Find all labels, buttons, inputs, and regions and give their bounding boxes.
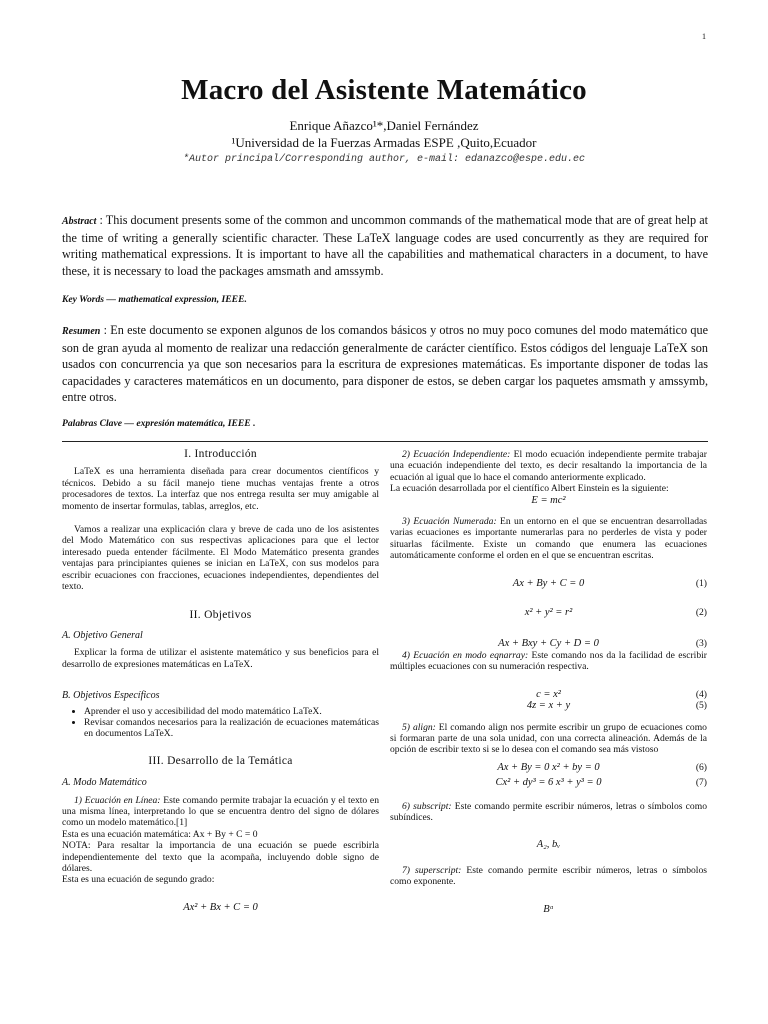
list-item: • Aprender el uso y accesibilidad del modo matemático LaTeX. bbox=[84, 706, 379, 717]
item-title: 7) superscript: bbox=[402, 864, 462, 876]
resumen bbox=[62, 322, 708, 405]
authors: Enrique Añazco¹*,Daniel Fernández bbox=[289, 118, 479, 133]
equation-text: Ax + By = 0 x² + by = 0 bbox=[497, 761, 600, 773]
equation-number: (4) bbox=[695, 688, 707, 700]
equation-text: c = x² bbox=[536, 688, 561, 700]
resumen-label: Resumen bbox=[62, 326, 101, 337]
objetivo-general-text: Explicar la forma de utilizar el asistente matemático y sus beneficios para el desarrollo de expresiones matemáticas en LaTeX. bbox=[62, 647, 379, 670]
equation-einstein: E = mc² bbox=[531, 494, 566, 506]
equation-1 bbox=[390, 578, 707, 589]
equation-6 bbox=[390, 762, 707, 773]
list-item: • Revisar comandos necesarios para la realización de ecuaciones matemáticas en documentos LaTeX. bbox=[84, 717, 379, 740]
equation-3 bbox=[390, 638, 707, 649]
item-title: 2) Ecuación Independiente: bbox=[402, 449, 511, 460]
intro-paragraph-1: LaTeX es una herramienta diseñada para crear documentos científicos y técnicos. Debido a su fácil manejo tiene muchas ventajas frente a otros procesadores de textos. La interfaz que nos entrega resulta ser muy amigable al momento de insertar formulas, tablas, arreglos, etc. bbox=[62, 466, 379, 512]
item-title: 4) Ecuación en modo eqnarray: bbox=[402, 649, 529, 661]
item-eqnarray bbox=[390, 650, 707, 673]
subsection-objetivos-especificos: B. Objetivos Específicos bbox=[62, 690, 160, 702]
item-ecuacion-numerada bbox=[390, 516, 707, 562]
equation-superscript: Bᵅ bbox=[543, 903, 554, 915]
equation-number: (7) bbox=[695, 777, 707, 789]
objetivos-list bbox=[62, 706, 379, 740]
equation-text: Cx² + dy³ = 6 x³ + y³ = 0 bbox=[495, 777, 602, 789]
equation-subscript: A₂, bᵥ bbox=[536, 839, 561, 851]
inline-equation-line: Esta es una ecuación matemática: Ax + By + C = 0 bbox=[62, 828, 258, 840]
section-divider bbox=[62, 441, 708, 442]
item-title: 6) subscript: bbox=[402, 800, 452, 812]
einstein-line: La ecuación desarrollada por el científico Albert Einstein es la siguiente: bbox=[390, 483, 669, 495]
note-line: NOTA: Para resaltar la importancia de una ecuación se puede escribirla independientemente del texto que la acompaña, incluyendo doble signo de dólares. bbox=[62, 840, 379, 874]
keywords: Key Words — mathematical expression, IEEE. bbox=[62, 294, 247, 305]
equation-7 bbox=[390, 777, 707, 788]
subsection-modo-matematico: A. Modo Matemático bbox=[62, 777, 147, 789]
equation-4 bbox=[390, 689, 707, 700]
section-desarrollo: III. Desarrollo de la Temática bbox=[148, 754, 293, 767]
section-introduccion: I. Introducción bbox=[184, 448, 257, 460]
abstract-text: : This document presents some of the common and uncommon commands of the mathematical mode that are of great help at the time of writing a generally scientific character. These LaTeX language codes are used concurrently as they are required for writing mathematical expressions. It is important to have all the capabilities and mathematical characters in a document, to have these, it is necessary to load the packages amsmath and amssymb. bbox=[62, 213, 708, 278]
equation-number: (1) bbox=[695, 577, 707, 589]
item-ecuacion-linea bbox=[62, 795, 379, 829]
equation-text: Ax + By + C = 0 bbox=[512, 577, 585, 589]
item-text: El comando align nos permite escribir un grupo de ecuaciones como si formaran parte de una sola unidad, con una correcta alineación. Además de la opción de escribir texto si se lo desea con el comando sea más vistoso bbox=[390, 721, 707, 756]
equation-2 bbox=[390, 607, 707, 618]
left-column bbox=[62, 445, 379, 913]
item-title: 1) Ecuación en Línea: bbox=[74, 794, 161, 806]
abstract-label: Abstract bbox=[62, 216, 97, 227]
resumen-text: : En este documento se exponen algunos de los comandos básicos y otros no muy poco comunes del modo matemático que son de gran ayuda al momento de realizar una redacción generalmente de carácter científico. Estos códigos del lenguaje LaTeX son usados con concurrencia ya que son necesarios para la escritura de expresiones matemáticas. Es importante disponer de todas las capacidades y caracteres matemáticos en un documento, para disponer de estos, se deben cargar los paquetes amsmath y amssymb, entre otros. bbox=[62, 323, 708, 404]
equation-text: 4z = x + y bbox=[526, 700, 571, 712]
item-text: Este comando nos da la facilidad de escribir múltiples ecuaciones con su numeración respectiva. bbox=[390, 649, 707, 673]
intro-paragraph-2: Vamos a realizar una explicación clara y breve de cada uno de los asistentes del Modo Matemático con sus respectivas aplicaciones para que el lector interesado pueda entender fácilmente. El Modo Matemático presenta grandes ventajas para principiantes quienes se inician en LaTeX, con sus modelos para escribir ecuaciones con fracciones, ecuaciones independientes, dependientes del texto. bbox=[62, 524, 379, 593]
item-text: Este comando permite escribir números, letras o símbolos como exponente. bbox=[390, 864, 707, 888]
right-column bbox=[390, 445, 707, 915]
item-ecuacion-independiente bbox=[390, 449, 707, 483]
item-text: Este comando permite escribir números, letras o símbolos como subíndices. bbox=[390, 800, 707, 823]
equation-text: x² + y² = r² bbox=[524, 607, 573, 619]
second-degree-line: Esta es una ecuación de segundo grado: bbox=[62, 874, 215, 886]
item-align bbox=[390, 722, 707, 756]
item-text: En un entorno en el que se encuentran desarrolladas varias ecuaciones es importante numerarlas para no perderles de vista y poder situarlas fácilmente. Existe un comando que enumera las ecuaciones automáticamente conforme el orden en el que se encuentran escritas. bbox=[390, 516, 707, 562]
equation-number: (5) bbox=[695, 700, 707, 712]
page-number: 1 bbox=[702, 32, 706, 41]
item-title: 3) Ecuación Numerada: bbox=[402, 516, 497, 528]
item-title: 5) align: bbox=[402, 721, 436, 733]
palabras-clave: Palabras Clave — expresión matemática, IEEE . bbox=[62, 418, 256, 429]
equation-number: (2) bbox=[695, 607, 707, 619]
equation-quadratic: Ax² + Bx + C = 0 bbox=[183, 901, 258, 913]
author-email: *Autor principal/Corresponding author, e-mail: edanazco@espe.edu.ec bbox=[182, 154, 586, 165]
equation-number: (6) bbox=[695, 761, 707, 773]
equation-5 bbox=[390, 700, 707, 711]
equation-text: Ax + Bxy + Cy + D = 0 bbox=[498, 638, 599, 650]
item-superscript bbox=[390, 865, 707, 888]
item-text: Este comando permite trabajar la ecuación y el texto en una misma línea, interpretando lo que se encuentra dentro del signo de dólares como un modelo matemático.[1] bbox=[62, 794, 379, 829]
item-subscript bbox=[390, 801, 707, 824]
subsection-objetivo-general: A. Objetivo General bbox=[62, 629, 143, 641]
abstract bbox=[62, 212, 708, 279]
equation-number: (3) bbox=[695, 638, 707, 650]
item-text: El modo ecuación independiente permite trabajar una ecuación independiente del texto, es decir resaltando la importancia de la ecuación al igual que lo hace el comando anteriormente explicado. bbox=[390, 449, 707, 483]
paper-title: Macro del Asistente Matemático bbox=[181, 74, 587, 106]
section-objetivos: II. Objetivos bbox=[189, 609, 252, 622]
affiliation: ¹Universidad de la Fuerzas Armadas ESPE ,Quito,Ecuador bbox=[231, 135, 537, 150]
